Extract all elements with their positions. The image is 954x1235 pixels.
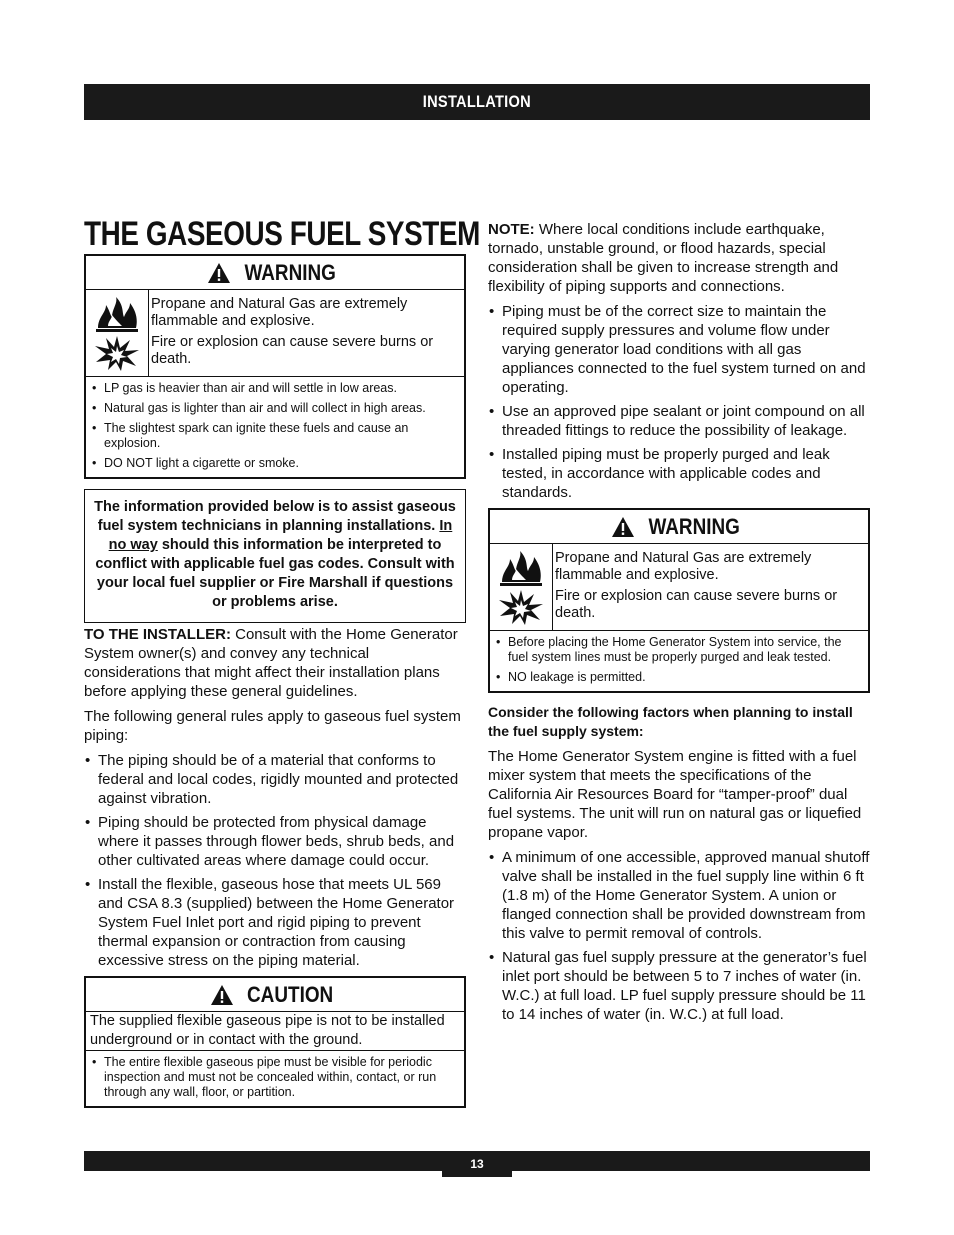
factors-list (488, 848, 870, 1024)
info-text-part1: The information provided below is to assist gaseous fuel system technicians in planning installations. (94, 499, 456, 534)
caution-header (86, 978, 464, 1012)
list-item: • Natural gas fuel supply pressure at the generator’s fuel inlet port should be between 5 to 7 inches of water (in. W.C.) at full load. LP fuel supply pressure should be 11 to 14 inches of water (in. W.C.) at full load. (488, 948, 870, 1024)
list-item: • A minimum of one accessible, approved manual shutoff valve shall be installed in the fuel supply line within 6 ft (1.8 m) of the Home Generator System. A union or flanged connection shall be provided downstream from this valve to permit removal of controls. (488, 848, 870, 943)
engine-paragraph: The Home Generator System engine is fitted with a fuel mixer system that meets the specifications of the California Air Resources Board for “tamper-proof” dual fuel systems. The unit will run on natural gas or liquefied propane vapor. (488, 748, 862, 841)
alert-triangle-icon (611, 516, 635, 538)
hazard-line-1: Propane and Natural Gas are extremely flammable and explosive. (151, 296, 408, 329)
explosion-icon (496, 588, 546, 626)
list-item: • DO NOT light a cigarette or smoke. (90, 456, 460, 471)
section-title: INSTALLATION (422, 92, 532, 111)
list-item: • Use an approved pipe sealant or joint compound on all threaded fittings to reduce the possibility of leakage. (488, 402, 870, 440)
page-number: 13 (442, 1151, 512, 1177)
installer-lead: TO THE INSTALLER: (84, 626, 231, 643)
warning-header (86, 256, 464, 290)
fire-icon (92, 295, 142, 333)
factors-heading: Consider the following factors when planning to install the fuel supply system: (488, 704, 853, 739)
hazard-line-2: Fire or explosion can cause severe burns or death. (555, 588, 838, 621)
warning-box-flammable (84, 254, 466, 479)
warning-label: WARNING (648, 513, 740, 539)
explosion-icon (92, 334, 142, 372)
alert-triangle-icon (210, 984, 234, 1006)
right-column (488, 220, 870, 1030)
rules-list-right (488, 302, 870, 502)
hazard-icons (490, 544, 553, 630)
hazard-icons (86, 290, 149, 376)
caution-text: The supplied flexible gaseous pipe is not to be installed underground or in contact with the ground. (86, 1012, 464, 1051)
section-header (84, 84, 870, 120)
info-text-part2: should this information be interpreted to conflict with applicable fuel gas codes. Consult with your local fuel supplier or Fire Marshall if questions or problems arise. (95, 537, 455, 610)
list-item: • Piping should be protected from physical damage where it passes through flower beds, shrub beds, and other cultivated areas where damage could occur. (84, 813, 466, 870)
note-text: Where local conditions include earthquake, tornado, unstable ground, or flood hazards, special consideration shall be given to increase strength and flexibility of piping supports and connections. (488, 221, 839, 295)
left-column (84, 254, 466, 1108)
list-item: • Piping must be of the correct size to maintain the required supply pressures and volume flow under varying generator load conditions with all gas appliances connected to the fuel system turned on and operating. (488, 302, 870, 397)
list-item: • The slightest spark can ignite these fuels and cause an explosion. (90, 421, 460, 451)
info-text-underlined: In no way (108, 518, 453, 553)
list-item: • Natural gas is lighter than air and will collect in high areas. (90, 401, 460, 416)
alert-triangle-icon (207, 262, 231, 284)
list-item: • Before placing the Home Generator System into service, the fuel system lines must be properly purged and leak tested. (494, 635, 864, 665)
hazard-text (553, 544, 868, 630)
hazard-line-1: Propane and Natural Gas are extremely flammable and explosive. (555, 550, 812, 583)
hazard-row (490, 544, 868, 631)
rules-list-left (84, 751, 466, 970)
list-item: • Installed piping must be properly purged and leak tested, in accordance with applicable codes and standards. (488, 445, 870, 502)
page-title: THE GASEOUS FUEL SYSTEM (84, 215, 480, 253)
hazard-row (86, 290, 464, 377)
list-item: • The piping should be of a material that conforms to federal and local codes, rigidly mounted and protected against vibration. (84, 751, 466, 808)
installer-text: Consult with the Home Generator System owner(s) and convey any technical considerations that might affect their installation plans before applying these general guidelines. (84, 626, 458, 700)
warning-bullets (490, 631, 868, 691)
note-paragraph (488, 220, 870, 296)
hazard-text (149, 290, 464, 376)
caution-bullets (86, 1051, 464, 1106)
caution-label: CAUTION (246, 981, 334, 1007)
installer-paragraph (84, 625, 466, 701)
technician-info-box (84, 489, 466, 623)
warning-box-purge (488, 508, 870, 693)
warning-label: WARNING (244, 259, 336, 285)
warning-bullets (86, 377, 464, 477)
warning-header (490, 510, 868, 544)
fire-icon (496, 549, 546, 587)
list-item: • The entire flexible gaseous pipe must be visible for periodic inspection and must not be concealed within, contact, or run through any wall, floor, or partition. (90, 1055, 460, 1100)
list-item: • Install the flexible, gaseous hose that meets UL 569 and CSA 8.3 (supplied) between the Home Generator System Fuel Inlet port and rigid piping to prevent thermal expansion or contraction from causing excessive stress on the piping material. (84, 875, 466, 970)
note-lead: NOTE: (488, 221, 535, 238)
caution-box (84, 976, 466, 1108)
list-item: • LP gas is heavier than air and will settle in low areas. (90, 381, 460, 396)
general-rules-intro: The following general rules apply to gaseous fuel system piping: (84, 708, 461, 744)
list-item: • NO leakage is permitted. (494, 670, 864, 685)
hazard-line-2: Fire or explosion can cause severe burns or death. (151, 334, 434, 367)
